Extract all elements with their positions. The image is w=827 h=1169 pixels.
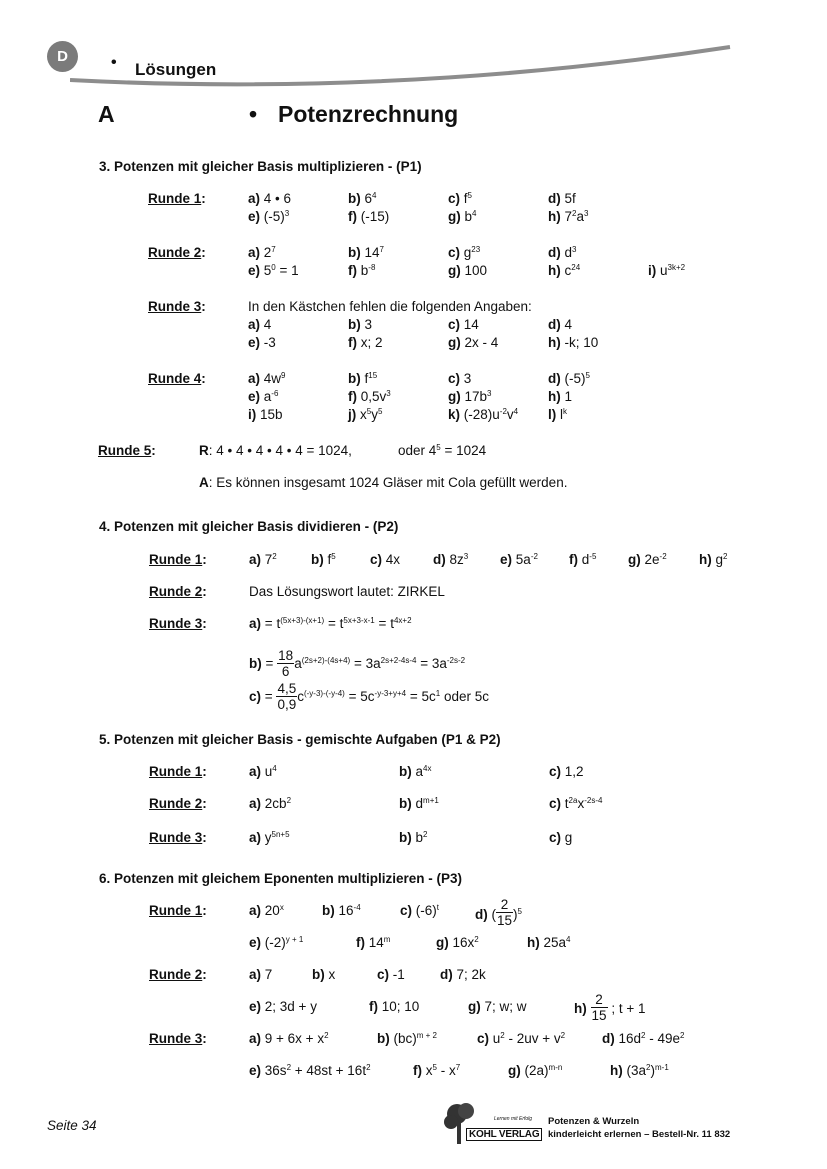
s3-runde4-label: Runde 4: [148, 371, 206, 386]
header-bullet: • [111, 54, 117, 71]
s5-runde1-label: Runde 1: [149, 764, 207, 779]
publisher-logo: Lernen mit Erfolg KOHL VERLAG [442, 1102, 538, 1146]
s3-runde5-answer: A: Es können insgesamt 1024 Gläser mit Cola gefüllt werden. [199, 475, 568, 490]
s5-runde3-label: Runde 3: [149, 830, 207, 845]
section-badge: D [47, 41, 78, 72]
s3-runde2-label: Runde 2: [148, 245, 206, 260]
s6-runde1-label: Runde 1: [149, 903, 207, 918]
section-4-heading: 4. Potenzen mit gleicher Basis dividieren - (P2) [99, 519, 399, 534]
header-title: Lösungen [135, 60, 217, 79]
page-number: Seite 34 [47, 1118, 97, 1133]
s3-runde5-alt: oder $4^5 = 1024$ [398, 443, 487, 458]
s4-runde2-text: Das Lösungswort lautet: ZIRKEL [249, 584, 445, 599]
s3-runde3-label: Runde 3: [148, 299, 206, 314]
s4-runde2-label: Runde 2: [149, 584, 207, 599]
section-5-heading: 5. Potenzen mit gleicher Basis - gemischte Aufgaben (P1 & P2) [99, 732, 501, 747]
s6-runde2-label: Runde 2: [149, 967, 207, 982]
s3-runde5-label: Runde 5: [98, 443, 156, 458]
section-6-heading: 6. Potenzen mit gleichem Eponenten multiplizieren - (P3) [99, 871, 463, 886]
s3-runde5-result: R: 4 • 4 • 4 • 4 • 4 = 1024, [199, 443, 352, 458]
s3-runde3-intro: In den Kästchen fehlen die folgenden Angaben: [248, 299, 532, 314]
footer-book-title: Potenzen & Wurzeln [548, 1116, 640, 1127]
s6-runde3-label: Runde 3: [149, 1031, 207, 1046]
s3-runde1-label: Runde 1: [148, 191, 206, 206]
s4-runde1-label: Runde 1: [149, 552, 207, 567]
chapter-letter: A [98, 101, 115, 127]
chapter-bullet: • [249, 101, 258, 127]
chapter-title: Potenzrechnung [278, 101, 459, 127]
s4-runde3-label: Runde 3: [149, 616, 207, 631]
footer-order-number: kinderleicht erlernen – Bestell-Nr. 11 832 [548, 1129, 731, 1140]
section-3-heading: 3. Potenzen mit gleicher Basis multiplizieren - (P1) [99, 159, 422, 174]
s5-runde2-label: Runde 2: [149, 796, 207, 811]
